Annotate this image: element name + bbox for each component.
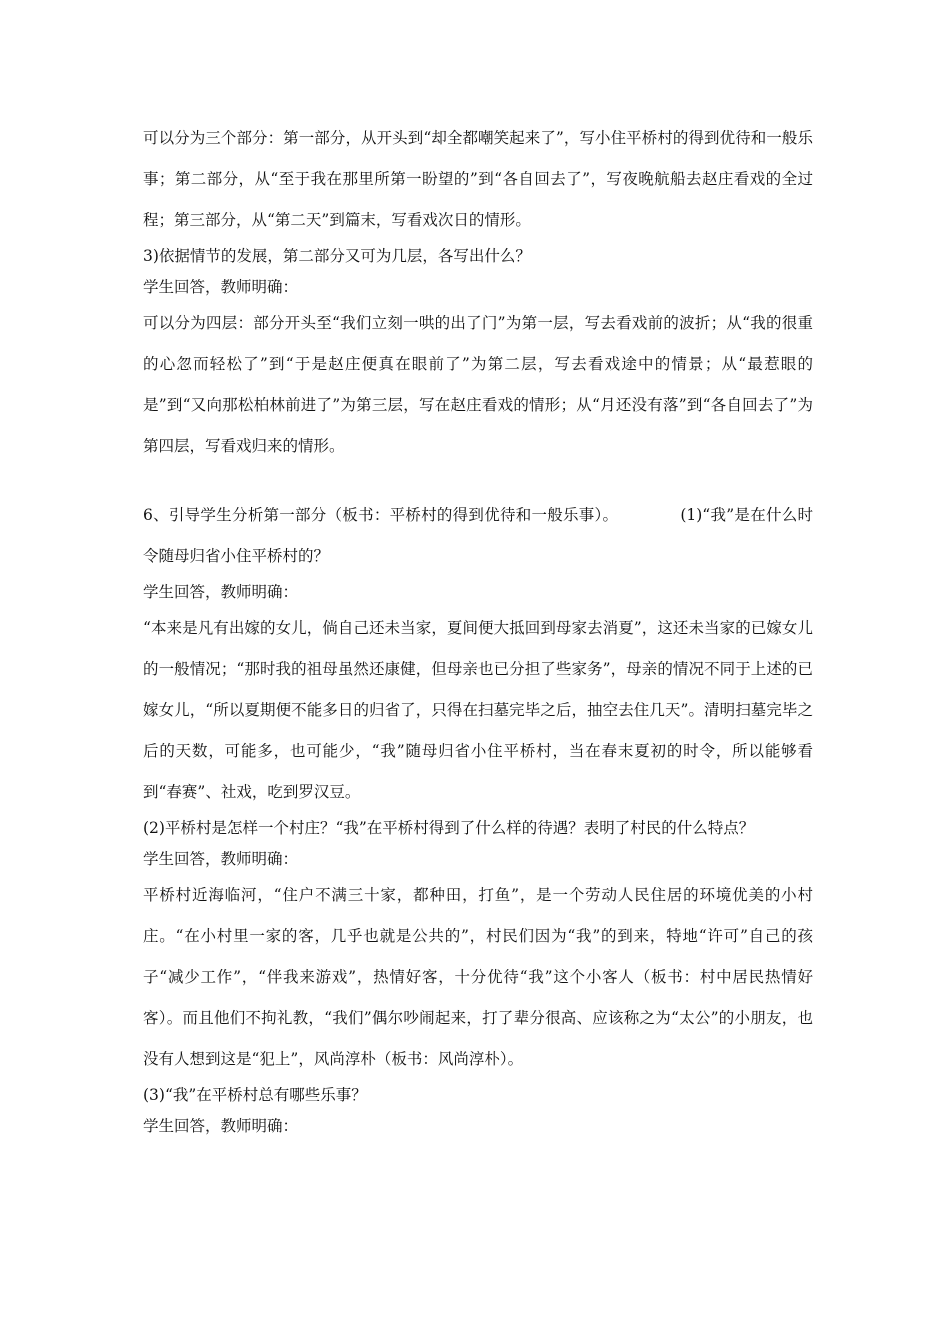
paragraph-three-parts: 可以分为三个部分：第一部分，从开头到“却全都嘲笑起来了”，写小住平桥村的得到优待和一般乐事；第二部分，从“至于我在那里所第一盼望的”到“各自回去了”，写夜晚航船去赵庄看戏的全过程；第三部分，从“第二天”到篇末，写看戏次日的情形。 (143, 129, 813, 229)
paragraph-four-layers: 可以分为四层：部分开头至“我们立刻一哄的出了门”为第一层，写去看戏前的波折；从“我的很重的心忽而轻松了”到“于是赵庄便真在眼前了”为第二层，写去看戏途中的情景；从“最惹眼的是”到“又向那松柏林前进了”为第三层，写在赵庄看戏的情形；从“月还没有落”到“各自回去了”为第四层，写看戏归来的情形。 (143, 314, 813, 455)
item-6-heading (143, 495, 813, 577)
paragraph-village: 平桥村近海临河，“住户不满三十家，都种田，打鱼”，是一个劳动人民住居的环境优美的小村庄。“在小村里一家的客，几乎也就是公共的”，村民们因为“我”的到来，特地“许可”自己的孩子“减少工作”，“伴我来游戏”，热情好客，十分优待“我”这个小客人（板书：村中居民热情好客）。而且他们不拘礼教，“我们”偶尔吵闹起来，打了辈分很高、应该称之为“太公”的小朋友，也没有人想到这是“犯上”，风尚淳朴（板书：风尚淳朴）。 (143, 886, 813, 1068)
question-2-village: (2)平桥村是怎样一个村庄？“我”在平桥村得到了什么样的待遇？表明了村民的什么特点？ (143, 819, 755, 837)
document-body (143, 118, 813, 1142)
item-6-title: 6、引导学生分析第一部分（板书：平桥村的得到优待和一般乐事）。 (143, 506, 619, 524)
question-3-joys: (3)“我”在平桥村总有哪些乐事？ (143, 1086, 367, 1104)
paragraph-season: “本来是凡有出嫁的女儿，倘自己还未当家，夏间便大抵回到母家去消夏”，这还未当家的已嫁女儿的一般情况；“那时我的祖母虽然还康健，但母亲也已分担了些家务”，母亲的情况不同于上述的已嫁女儿，“所以夏期便不能多日的归省了，只得在扫墓完毕之后，抽空去住几天”。清明扫墓完毕之后的天数，可能多，也可能少，“我”随母归省小住平桥村，当在春末夏初的时令，所以能够看到“春赛”、社戏，吃到罗汉豆。 (143, 619, 813, 801)
answer-label: 学生回答，教师明确： (143, 1117, 299, 1135)
question-3-layers: 3)依据情节的发展，第二部分又可为几层，各写出什么？ (143, 247, 531, 265)
answer-label: 学生回答，教师明确： (143, 583, 299, 601)
paragraph-spacer (143, 467, 813, 495)
answer-label: 学生回答，教师明确： (143, 278, 299, 296)
answer-label: 学生回答，教师明确： (143, 850, 299, 868)
question-1-season: (1)“我”是在什么时令随母归省小住平桥村的？ (143, 506, 813, 565)
